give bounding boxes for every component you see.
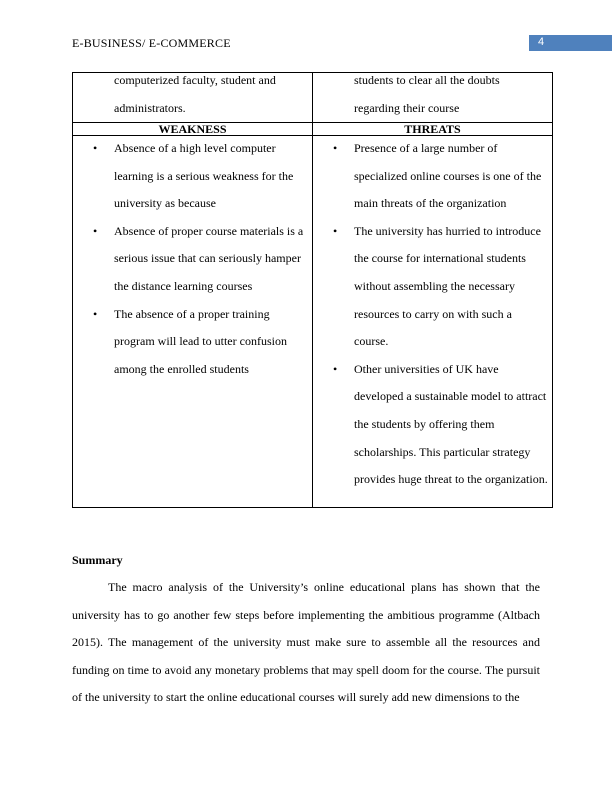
list-item: • Other universities of UK have developed a sustainable model to attract the students by offering them scholarships. This particular strategy provides huge threat to the organization. xyxy=(354,356,548,494)
table-row-continued xyxy=(73,73,553,123)
table-row-lists xyxy=(73,136,553,508)
list-item: • Absence of a high level computer learning is a serious weakness for the university as because xyxy=(114,135,308,218)
table-header-row xyxy=(73,123,553,136)
threats-list xyxy=(313,135,552,494)
swot-table xyxy=(72,72,553,508)
running-header: E-BUSINESS/ E-COMMERCE xyxy=(72,36,231,50)
continued-cell-right xyxy=(313,73,553,123)
weakness-list xyxy=(73,135,312,383)
threats-header: THREATS xyxy=(313,123,553,136)
threats-cell xyxy=(313,136,553,508)
list-item: • The absence of a proper training program will lead to utter confusion among the enrolled students xyxy=(114,301,308,384)
continued-cell-left xyxy=(73,73,313,123)
weakness-header: WEAKNESS xyxy=(73,123,313,136)
list-item: • Absence of proper course materials is a serious issue that can seriously hamper the distance learning courses xyxy=(114,218,308,301)
summary-paragraph: The macro analysis of the University’s online educational plans has shown that the university has to go another few steps before implementing the ambitious programme (Altbach 2015). The management of the university must make sure to assemble all the resources and funding on time to avoid any monetary problems that may spell doom for the course. The pursuit of the university to start the online educational courses will surely add new dimensions to the xyxy=(72,580,540,704)
page-number-badge xyxy=(529,35,612,51)
weakness-cell xyxy=(73,136,313,508)
continued-text-right: students to clear all the doubts regarding their course xyxy=(354,73,500,115)
list-item: • Presence of a large number of specialized online courses is one of the main threats of the organization xyxy=(354,135,548,218)
list-item: • The university has hurried to introduce the course for international students without assembling the necessary resources to carry on with such a course. xyxy=(354,218,548,356)
continued-text-left: computerized faculty, student and administrators. xyxy=(114,73,276,115)
summary-heading: Summary xyxy=(72,553,123,567)
page-number: 4 xyxy=(538,36,545,48)
